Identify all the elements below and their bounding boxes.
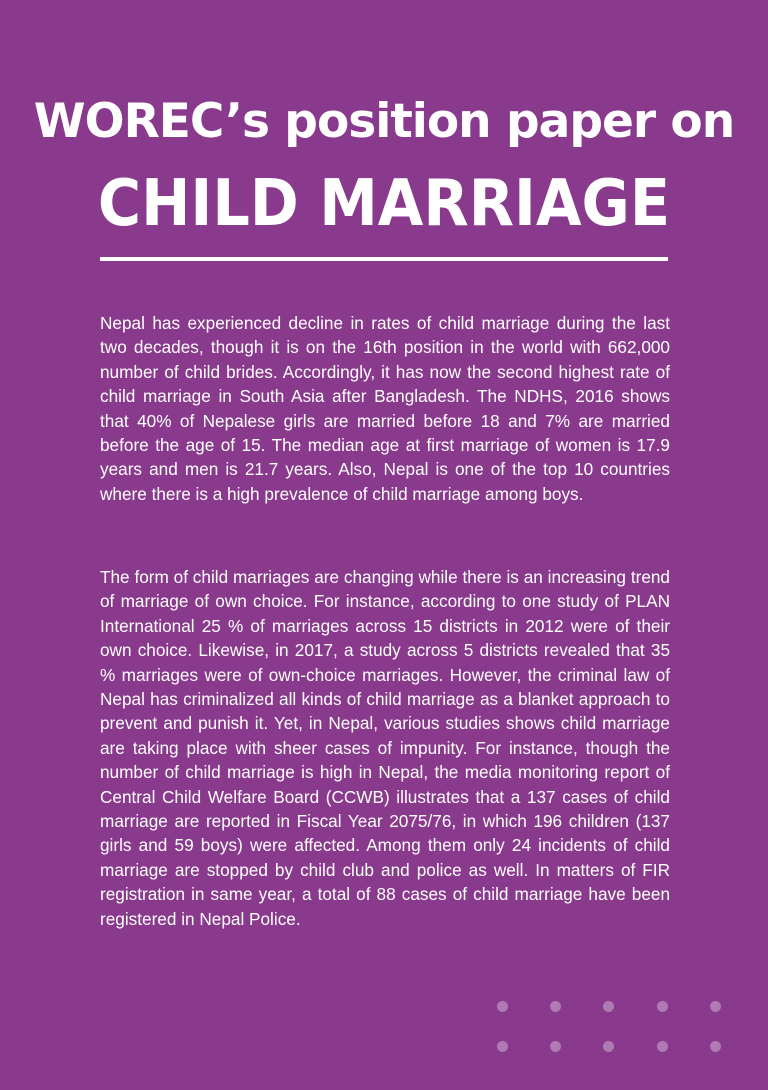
- title-divider: [100, 257, 668, 261]
- decorative-dot: [497, 1041, 508, 1052]
- title-line-1: WOREC’s position paper on: [33, 94, 735, 149]
- decorative-dot: [603, 1001, 614, 1012]
- decorative-dot: [550, 1001, 561, 1012]
- decorative-dot-grid: [497, 1001, 727, 1061]
- decorative-dot: [550, 1041, 561, 1052]
- decorative-dot: [657, 1001, 668, 1012]
- title-line-2: CHILD MARRIAGE: [97, 167, 671, 241]
- decorative-dot: [657, 1041, 668, 1052]
- decorative-dot: [603, 1041, 614, 1052]
- paragraph-1: Nepal has experienced decline in rates of child marriage during the last two decades, though it is on the 16th position in the world with 662,000 number of child brides. Accordingly, it has now the second highest rate of child marriage in South Asia after Bangladesh. The NDHS, 2016 shows that 40% of Nepalese girls are married before 18 and 7% are married before the age of 15. The median age at first marriage of women is 17.9 years and men is 21.7 years. Also, Nepal is one of the top 10 countries where there is a high prevalence of child marriage among boys.: [100, 313, 670, 504]
- paragraph-2: The form of child marriages are changing while there is an increasing trend of marriage of own choice. For instance, according to one study of PLAN International 25 % of marriages across 15 districts in 2012 were of their own choice. Likewise, in 2017, a study across 5 districts revealed that 35 % marriages were of own-choice marriages. However, the criminal law of Nepal has criminalized all kinds of child marriage as a blanket approach to prevent and punish it. Yet, in Nepal, various studies shows child marriage are taking place with sheer cases of impunity. For instance, though the number of child marriage is high in Nepal, the media monitoring report of Central Child Welfare Board (CCWB) illustrates that a 137 cases of child marriage are reported in Fiscal Year 2075/76, in which 196 children (137 girls and 59 boys) were affected. Among them only 24 incidents of child marriage are stopped by child club and police as well. In matters of FIR registration in same year, a total of 88 cases of child marriage have been registered in Nepal Police.: [100, 567, 670, 929]
- decorative-dot: [710, 1001, 721, 1012]
- decorative-dot: [710, 1041, 721, 1052]
- decorative-dot: [497, 1001, 508, 1012]
